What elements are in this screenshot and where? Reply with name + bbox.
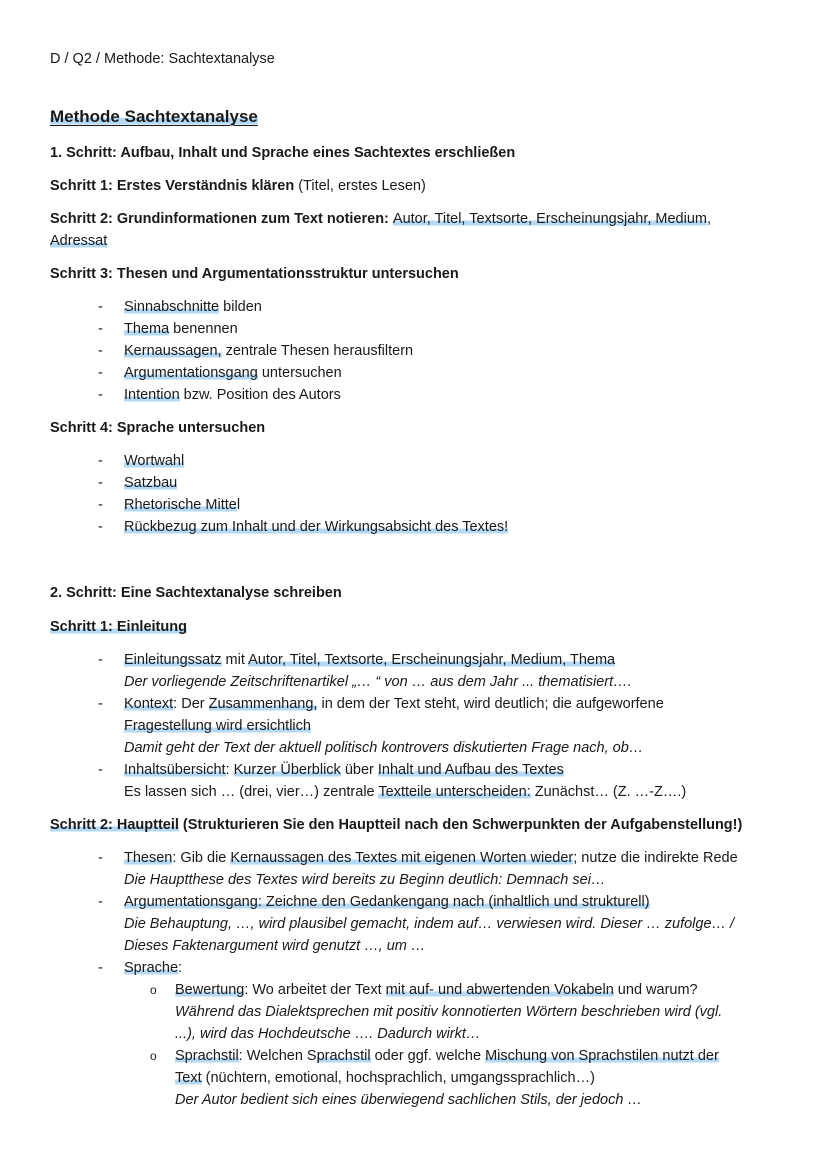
bullet-dash: -: [98, 343, 103, 359]
step2-line: [50, 210, 711, 228]
main-item-2: Argumentationsgang: Zeichne den Gedankengang nach (inhaltlich und strukturell): [124, 894, 650, 910]
step4-heading: Schritt 4: Sprache untersuchen: [50, 420, 266, 436]
main-item-2-example-2: Dieses Faktenargument wird genutzt …, um …: [124, 938, 426, 954]
page-title: [50, 108, 258, 126]
list-item: Satzbau: [124, 475, 178, 491]
intro-item-2-example: Damit geht der Text der aktuell politisch kontrovers diskutierten Frage nach, ob…: [124, 740, 644, 756]
sub-item-1: Bewertung: Wo arbeitet der Text mit auf- und abwertenden Vokabeln und warum?: [175, 982, 698, 998]
step2-comma: ,: [706, 211, 712, 227]
bullet-dash: -: [98, 762, 103, 778]
step1-label: Schritt 1: Erstes Verständnis klären: [50, 178, 295, 194]
bullet-dash: -: [98, 497, 103, 513]
part2-heading: 2. Schritt: Eine Sachtextanalyse schreiben: [50, 585, 342, 601]
list-item: Argumentationsgang untersuchen: [124, 365, 342, 381]
list-item: Wortwahl: [124, 453, 185, 469]
sub-item-2-example: Der Autor bedient sich eines überwiegend sachlichen Stils, der jedoch …: [175, 1092, 642, 1108]
main-item-1-example: Die Hauptthese des Textes wird bereits zu Beginn deutlich: Demnach sei…: [124, 872, 606, 888]
bullet-circle: o: [150, 983, 157, 997]
bullet-dash: -: [98, 321, 103, 337]
bullet-dash: -: [98, 894, 103, 910]
bullet-dash: -: [98, 365, 103, 381]
list-item: Thema benennen: [124, 321, 238, 337]
main-item-1: Thesen: Gib die Kernaussagen des Textes mit eigenen Worten wieder; nutze die indirekte Rede: [124, 850, 738, 866]
step2-label: Schritt 2: Grundinformationen zum Text notieren:: [50, 211, 393, 227]
bullet-dash: -: [98, 519, 103, 535]
step2-highlight2: Adressat: [50, 233, 108, 249]
page-header: D / Q2 / Methode: Sachtextanalyse: [50, 51, 275, 67]
main-item-3: Sprache:: [124, 960, 183, 976]
list-item: Rückbezug zum Inhalt und der Wirkungsabsicht des Textes!: [124, 519, 509, 535]
list-item: Intention bzw. Position des Autors: [124, 387, 341, 403]
step2-highlight: Autor, Titel, Textsorte, Erscheinungsjahr, Medium: [392, 211, 707, 227]
intro-item-1-example: Der vorliegende Zeitschriftenartikel „… “ von … aus dem Jahr ... thematisiert….: [124, 674, 632, 690]
bullet-circle: o: [150, 1049, 157, 1063]
bullet-dash: -: [98, 475, 103, 491]
bullet-dash: -: [98, 387, 103, 403]
bullet-dash: -: [98, 960, 103, 976]
intro-item-2-cont: Fragestellung wird ersichtlich: [124, 718, 311, 734]
bullet-dash: -: [98, 453, 103, 469]
list-item: Rhetorische Mittel: [124, 497, 241, 513]
part1-heading: 1. Schritt: Aufbau, Inhalt und Sprache eines Sachtextes erschließen: [50, 145, 516, 161]
bullet-dash: -: [98, 850, 103, 866]
step1-text: (Titel, erstes Lesen): [294, 178, 426, 194]
sub-item-2: Sprachstil: Welchen Sprachstil oder ggf. welche Mischung von Sprachstilen nutzt der: [175, 1048, 719, 1064]
list-item: Sinnabschnitte bilden: [124, 299, 262, 315]
step1-line: [50, 177, 426, 195]
bullet-dash: -: [98, 652, 103, 668]
intro-item-2: Kontext: Der Zusammenhang, in dem der Text steht, wird deutlich; die aufgeworfene: [124, 696, 664, 712]
intro-heading: Schritt 1: Einleitung: [50, 619, 187, 635]
bullet-dash: -: [98, 299, 103, 315]
sub-item-1-example-2: ...), wird das Hochdeutsche …. Dadurch wirkt…: [175, 1026, 481, 1042]
title-text: Methode Sachtextanalyse: [50, 107, 258, 126]
bullet-dash: -: [98, 696, 103, 712]
list-item: Kernaussagen, zentrale Thesen herausfiltern: [124, 343, 414, 359]
main-item-2-example: Die Behauptung, …, wird plausibel gemacht, indem auf… verwiesen wird. Dieser … zufolge… /: [124, 916, 735, 932]
sub-item-2-cont: Text (nüchtern, emotional, hochsprachlich, umgangssprachlich…): [175, 1070, 595, 1086]
sub-item-1-example: Während das Dialektsprechen mit positiv konnotierten Wörtern beschrieben wird (vgl.: [175, 1004, 723, 1020]
intro-item-3-example: Es lassen sich … (drei, vier…) zentrale Textteile unterscheiden: Zunächst… (Z. …-Z….): [124, 784, 687, 800]
step3-heading: Schritt 3: Thesen und Argumentationsstruktur untersuchen: [50, 266, 459, 282]
main-heading: Schritt 2: Hauptteil (Strukturieren Sie den Hauptteil nach den Schwerpunkten der Aufgabenstellung!): [50, 817, 743, 833]
step2-line2: [50, 232, 107, 250]
intro-item-1: Einleitungssatz mit Autor, Titel, Textsorte, Erscheinungsjahr, Medium, Thema: [124, 652, 616, 668]
intro-item-3: Inhaltsübersicht: Kurzer Überblick über Inhalt und Aufbau des Textes: [124, 762, 564, 778]
